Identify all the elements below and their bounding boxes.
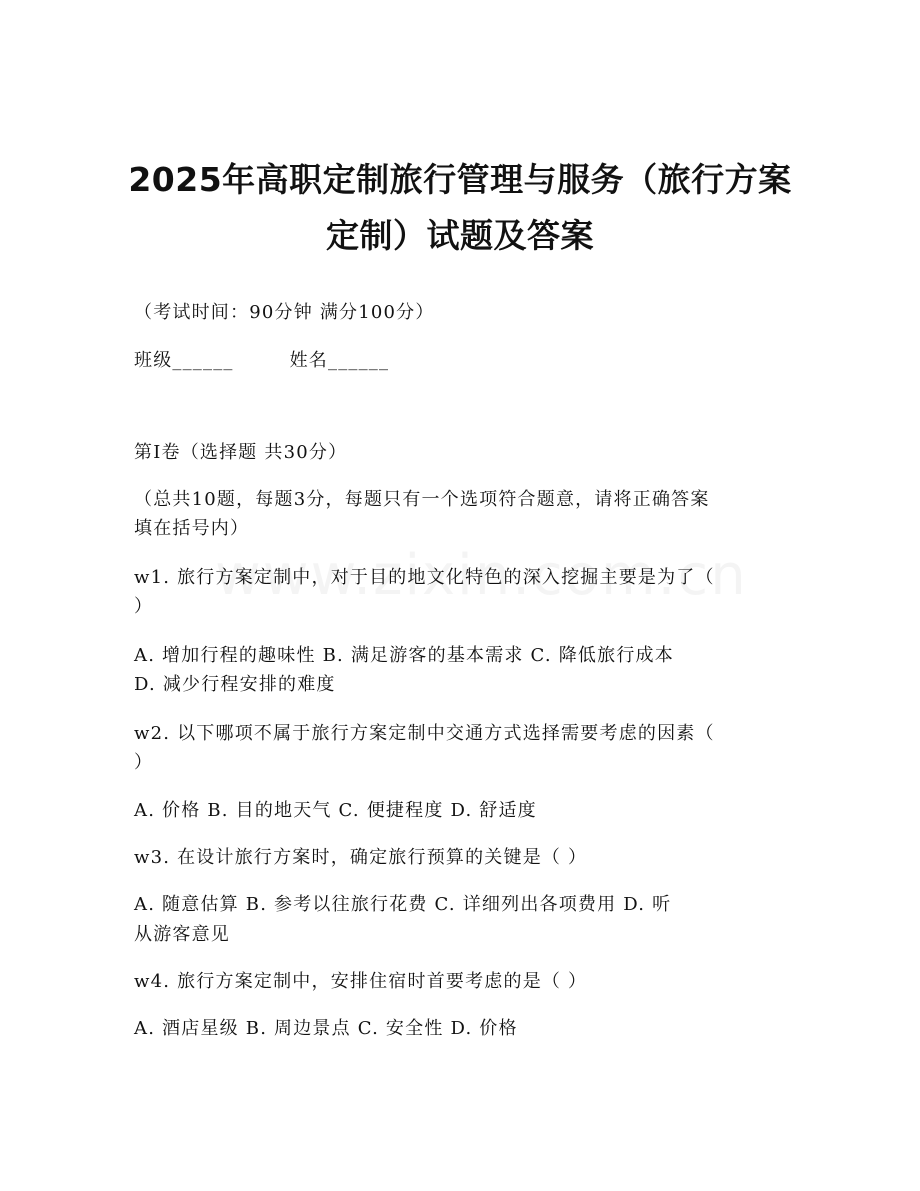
question-2-options-line-1: A. 价格 B. 目的地天气 C. 便捷程度 D. 舒适度: [134, 800, 537, 821]
question-3-options-line-1: A. 随意估算 B. 参考以往旅行花费 C. 详细列出各项费用 D. 听: [134, 894, 672, 915]
name-field-label: 姓名______: [289, 350, 390, 371]
question-1-stem-line-1: w1. 旅行方案定制中，对于目的地文化特色的深入挖掘主要是为了（: [134, 567, 715, 588]
class-field-label: 班级______: [134, 350, 234, 371]
question-3-stem-line-1: w3. 在设计旅行方案时，确定旅行预算的关键是（ ）: [134, 847, 588, 868]
question-3-options-line-2: 从游客意见: [134, 924, 230, 945]
instructions-line-2: 填在括号内）: [134, 518, 250, 539]
title-line-1: 2025年高职定制旅行管理与服务（旅行方案: [128, 160, 792, 199]
student-fields: [134, 346, 784, 376]
exam-info: （考试时间：90分钟 满分100分）: [134, 302, 435, 323]
section-title: 第Ⅰ卷（选择题 共30分）: [134, 442, 348, 463]
question-4-stem-line-1: w4. 旅行方案定制中，安排住宿时首要考虑的是（ ）: [134, 971, 588, 992]
title-line-2: 定制）试题及答案: [326, 216, 594, 255]
question-1-options-line-1: A. 增加行程的趣味性 B. 满足游客的基本需求 C. 降低旅行成本: [134, 645, 674, 666]
question-4-options-line-1: A. 酒店星级 B. 周边景点 C. 安全性 D. 价格: [134, 1018, 518, 1039]
instructions-line-1: （总共10题，每题3分，每题只有一个选项符合题意，请将正确答案: [134, 489, 710, 510]
question-1-options-line-2: D. 减少行程安排的难度: [134, 674, 336, 695]
document-title: [60, 152, 860, 264]
question-2-stem-line-1: w2. 以下哪项不属于旅行方案定制中交通方式选择需要考虑的因素（: [134, 723, 715, 744]
question-1-stem-line-2: ）: [134, 596, 154, 617]
question-2-stem-line-2: ）: [134, 752, 154, 773]
